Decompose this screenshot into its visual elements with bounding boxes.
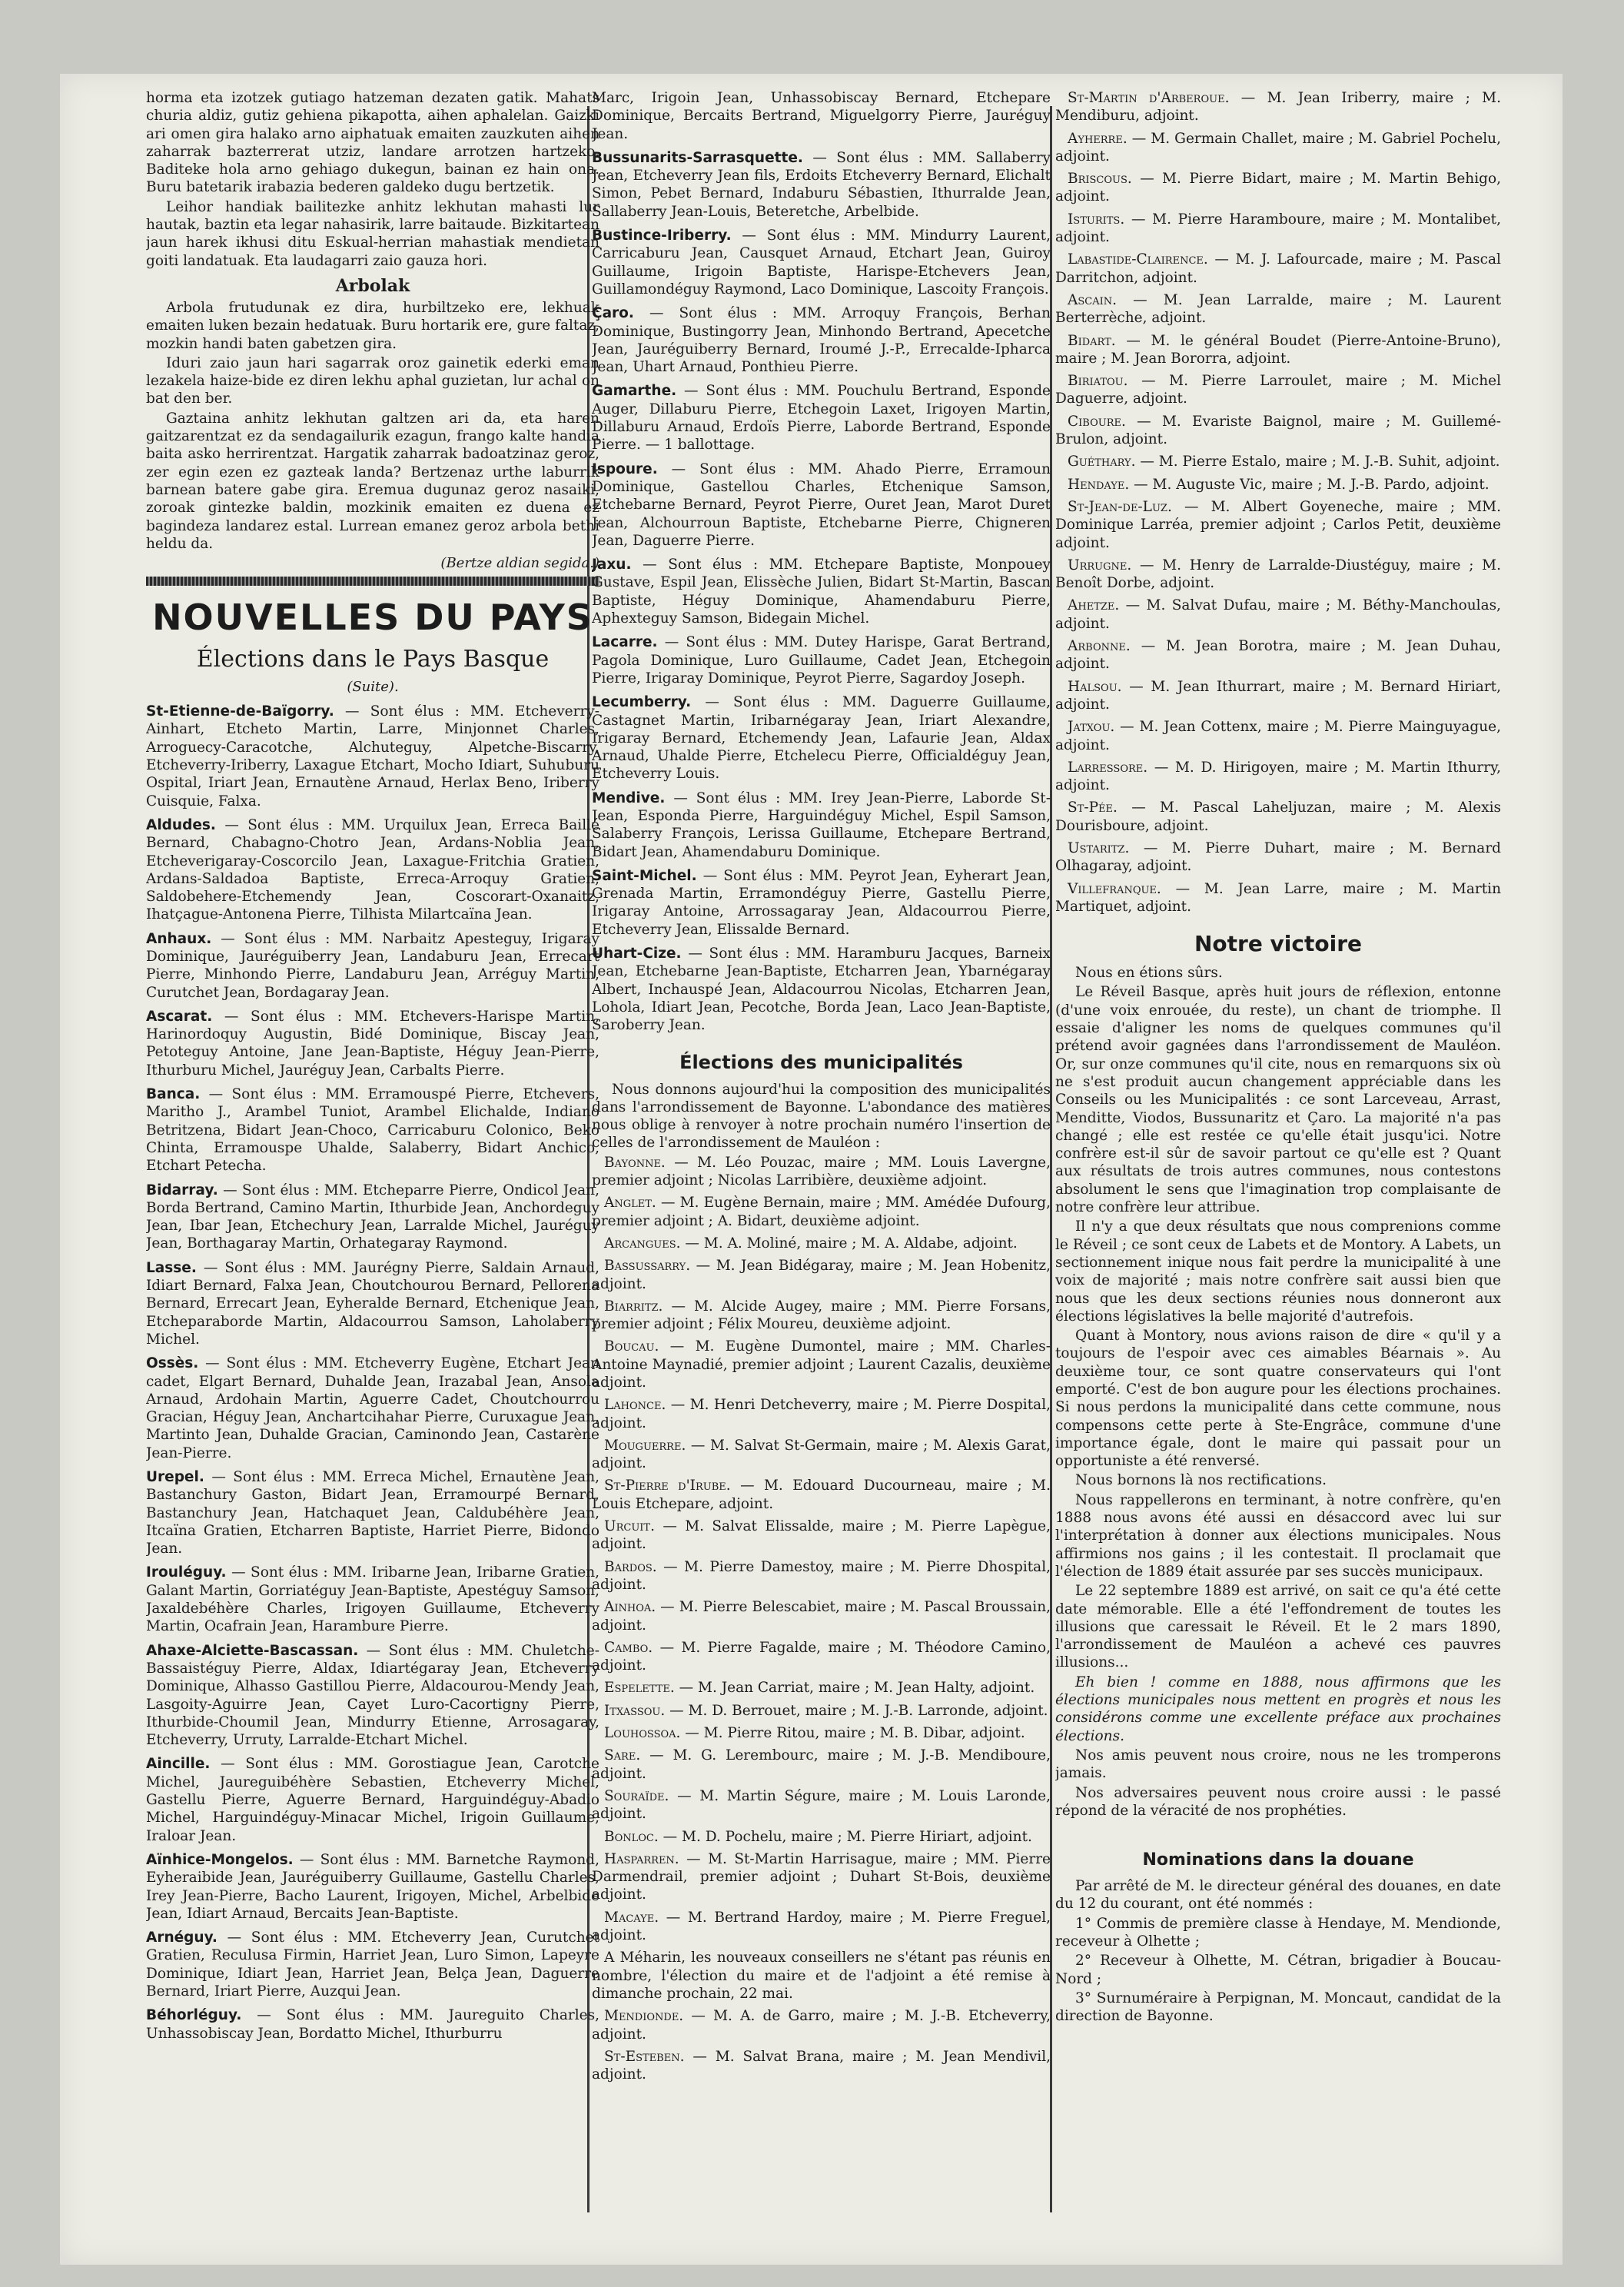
commune-name: Biriatou. (1068, 373, 1128, 390)
entry-text: — Sont élus : MM. Etcheverry Eugène, Etchart Jean cadet, Elgart Bernard, Duhalde Jean, Irazabal Jean, Ansola Arnaud, Ardohain Martin, Aguerre Cadet, Choutchourrou Gracian, Héguy Jean, Anchartcihahar Pierre, Curuxague Jean, Martinto Jean, Duhalde Gracian, Caminondo Jean, Castarène Jean-Pierre. (146, 1355, 599, 1461)
newspaper-page (60, 74, 1563, 2265)
entry-text: — M. Edouard Ducourneau, maire ; M. Louis Etchepare, adjoint. (592, 1478, 1051, 1512)
commune-name: Gamarthe. (592, 383, 677, 400)
election-entry (146, 930, 599, 1002)
paragraph: Eh bien ! comme en 1888, nous affirmons que les élections municipales nous mettent en progrès et nous les considérons comme une excellente préface aux prochaines élections. (1055, 1674, 1501, 1744)
paragraph: Nous en étions sûrs. (1075, 965, 1223, 982)
municipality-entry (592, 1724, 1051, 1742)
commune-name: Uhart-Cize. (592, 946, 682, 962)
commune-name: Lacarre. (592, 634, 658, 651)
municipality-entry (1055, 498, 1501, 552)
commune-name: Arcangues. (604, 1235, 681, 1252)
commune-name: St-Martin d'Arberoue. (1068, 90, 1230, 106)
commune-name: Hasparren. (604, 1850, 679, 1867)
municipality-entry (1055, 476, 1501, 494)
entry-text: — M. Henry de Larralde-Diustéguy, maire ; M. Benoît Dorbe, adjoint. (1055, 557, 1501, 592)
municipality-entry (1055, 372, 1501, 408)
entry-text: — M. Albert Goyeneche, maire ; MM. Dominique Larréa, premier adjoint ; Carlos Petit, deuxième adjoint. (1055, 498, 1501, 551)
municipality-entry (592, 1679, 1051, 1697)
commune-name: Banca. (146, 1086, 201, 1103)
election-entry (146, 816, 599, 924)
entry-text: — Sont élus : MM. Haramburu Jacques, Barneix Jean, Etchebarne Jean-Baptiste, Etcharren Jean, Ybarnégaray Albert, Inchauspé Jean, Aldacourrou Nicolas, Etcharren Jean, Lohola, Idiart Jean, Pecotche, Borda Jean, Laco Jean-Baptiste, Saroberry Jean. (592, 946, 1051, 1034)
entry-text: — M. G. Lerembourc, maire ; M. J.-B. Mendiboure, adjoint. (592, 1747, 1051, 1782)
entry-text: — Sont élus : MM. Arroquy François, Berhan Dominique, Bustingorry Jean, Minhondo Bertrand, Apecetche Jean, Jauréguiberry Bernard, Iroumé J.-P., Errecalde-Ipharca Jean, Uhart Arnaud, Ponthieu Pierre. (592, 305, 1051, 376)
entry-text: — Sont élus : MM. Narbaitz Apesteguy, Irigaray Dominique, Jauréguiberry Jean, Landaburu Jean, Errecart Pierre, Minhondo Pierre, Landaburu Jean, Arréguy Martin, Curutchet Jean, Bordagaray Jean. (146, 930, 599, 1001)
election-entry (146, 1468, 599, 1557)
municipality-entry (1055, 799, 1501, 835)
commune-name: Ustaritz. (1068, 839, 1130, 856)
paragraph: Le Réveil Basque, après huit jours de réflexion, entonne (d'une voix enrouée, du reste), un chant de triomphe. Il essaie d'aligner les noms de quelques communes qu'il prétend avoir gagnées dans l'arrondissement de Mauléon. Or, sur onze communes qu'il cite, nous en remarquons six où ne s'est produit aucun changement appréciable dans les Conseils ou les Municipalités : ce sont Larceveau, Arrast, Menditte, Viodos, Bussunaritz et Çaro. La majorité n'a pas changé ; elle est restée ce qu'elle était jusqu'ici. Notre confrère est-il sûr de savoir partout ce qu'elle est ? Quant aux résultats de trois autres communes, nous contestons absolument le sens que l'imagination trop complaisante de notre confrère leur attribue. (1055, 984, 1501, 1216)
commune-name: Sare. (604, 1747, 641, 1764)
entry-continuation: Marc, Irigoin Jean, Unhassobiscay Bernard, Etchepare Dominique, Bercaits Bertrand, Miguelgorry Pierre, Jauréguy Jean. (592, 90, 1051, 142)
entry-text: — M. Henri Detcheverry, maire ; M. Pierre Dospital, adjoint. (592, 1397, 1051, 1431)
suite-note: (Suite). (347, 679, 399, 696)
entry-text: — Sont élus : MM. Irey Jean-Pierre, Laborde St-Jean, Esponda Pierre, Harguindéguy Michel, Espil Samson, Salaberry François, Lerissa Guillaume, Etchepare Bertrand, Bidart Jean, Ahamendaburu Dominique. (592, 789, 1051, 860)
commune-name: Bonloc. (604, 1828, 659, 1845)
election-entry (146, 1642, 599, 1750)
entry-text: — M. D. Pochelu, maire ; M. Pierre Hiriart, adjoint. (663, 1828, 1032, 1845)
commune-name: Anhaux. (146, 930, 212, 947)
commune-name: Bidart. (1068, 332, 1116, 349)
entry-text: — M. Jean Larralde, maire ; M. Laurent Berterrèche, adjoint. (1055, 291, 1501, 327)
municipality-entry (592, 1949, 1051, 2003)
entry-text: — M. Pierre Bidart, maire ; M. Martin Behigo, adjoint. (1055, 171, 1501, 205)
paragraph: 2° Receveur à Olhette, M. Cétran, brigadier à Boucau-Nord ; (1055, 1953, 1501, 1987)
entry-text: — Sont élus : MM. Chuletche-Bassaistéguy Pierre, Aldax, Idiartégaray Jean, Etcheverry Dominique, Alhasso Gastillou Pierre, Aldacourou-Mendy Jean, Lasgoity-Aguirre Jean, Cayet Luro-Cacortigny Pierre, Ithurbide-Choumil Jean, Mindurry Etienne, Arrosagaray, Etcheverry, Urruty, Larralde-Etchart Michel. (146, 1642, 599, 1749)
municipality-entry (1055, 759, 1501, 795)
election-entry (592, 945, 1051, 1034)
municipality-entry (592, 1235, 1051, 1252)
entry-text: — M. St-Martin Harrisague, maire ; MM. Pierre Darmendrail, premier adjoint ; Duhart St-Bois, deuxième adjoint. (592, 1850, 1051, 1903)
entry-text: — M. Germain Challet, maire ; M. Gabriel Pochelu, adjoint. (1055, 130, 1501, 165)
commune-name: St-Pée. (1068, 799, 1118, 816)
entry-text: — M. Pierre Belescabiet, maire ; M. Pascal Broussain, adjoint. (592, 1599, 1051, 1634)
municipality-entry (592, 1154, 1051, 1190)
municipality-entry (592, 1850, 1051, 1904)
municipality-entry (1055, 597, 1501, 633)
entry-text: — M. Jean Bidégaray, maire ; M. Jean Hobenitz, adjoint. (592, 1258, 1051, 1292)
municipality-entry (1055, 332, 1501, 368)
municipality-entry (592, 1747, 1051, 1783)
entry-text: — Sont élus : MM. Erreca Michel, Ernautène Jean, Bastanchury Gaston, Bidart Jean, Erramourpé Bernard, Bastanchury Jean, Hatchaquet Jean, Caldubéhère Jean, Itcaïna Gratien, Etcharren Baptiste, Harriet Pierre, Bidondo Jean. (146, 1469, 599, 1557)
commune-name: Béhorléguy. (146, 2007, 242, 2024)
nominations-article (1055, 1877, 1501, 2025)
election-entry (592, 693, 1051, 783)
election-entry (146, 1929, 599, 2000)
commune-name: Macaye. (604, 1909, 659, 1926)
column-1 (146, 89, 599, 2049)
municipality-entry (592, 1909, 1051, 1945)
entry-text: — M. Salvat Dufau, maire ; M. Béthy-Manchoulas, adjoint. (1055, 597, 1501, 632)
municipality-entry (1055, 251, 1501, 287)
section-masthead: NOUVELLES DU PAYS (152, 597, 593, 639)
municipality-entry (592, 1338, 1051, 1391)
commune-name: Ciboure. (1068, 413, 1126, 430)
commune-name: Bidarray. (146, 1182, 218, 1198)
commune-name: Mendionde. (604, 2008, 684, 2025)
commune-name: Isturits. (1068, 211, 1125, 228)
entry-text: — M. Auguste Vic, maire ; M. J.-B. Pardo, adjoint. (1134, 476, 1489, 493)
section-heading: Élections des municipalités (679, 1051, 963, 1073)
commune-name: Cambo. (604, 1639, 653, 1656)
commune-name: Çaro. (592, 305, 634, 322)
entry-text: — Sont élus : MM. Sallaberry Jean, Etcheverry Jean fils, Erdoits Etcheverry Bernard, Elichalt Simon, Pebet Bernard, Indaburu Sébastien, Ithurralde Jean, Sallaberry Jean-Louis, Beteretche, Arbelbide. (592, 149, 1051, 220)
commune-name: Aincille. (146, 1756, 211, 1773)
column-3 (1055, 89, 1501, 2027)
paragraph: Iduri zaio jaun hari sagarrak oroz gainetik ederki eman lezakela haize-bide ez diren lekhu aphal guzietan, lur achal on bat den ber. (146, 354, 599, 407)
commune-name: Bassussarry. (604, 1258, 691, 1275)
commune-name: Ascarat. (146, 1008, 213, 1025)
commune-name: Boucau. (604, 1338, 659, 1355)
election-entry (592, 382, 1051, 454)
entry-text: — Sont élus : MM. Jaureguito Charles, Unhassobiscay Jean, Bordatto Michel, Ithurburru (146, 2007, 599, 2042)
paragraph: Quant à Montory, nous avions raison de dire « qu'il y a toujours de l'espoir avec ces aimables Béarnais ». Au deuxième tour, ce sont quatre conservateurs qui l'ont emporté. C'est de bon augure pour les élections prochaines. Si nous perdons la municipalité dans cette commune, nous compensons cette perte à Ste-Engrâce, commune d'une importance égale, dont le maire qui passait pour un opportuniste a été renversé. (1055, 1328, 1501, 1470)
election-entry (592, 227, 1051, 298)
paragraph: Il n'y a que deux résultats que nous comprenions comme le Réveil ; ce sont ceux de Labets et de Montory. A Labets, un sectionnement inique nous fait perdre la municipalité à une voix de majorité ; mais notre confrère sait aussi bien que nous que les deux sections réunies nous donneront aux élections législatives la belle majorité d'autrefois. (1055, 1218, 1501, 1325)
commune-name: Larressore. (1068, 759, 1148, 776)
commune-name: Ainhoa. (604, 1599, 656, 1616)
commune-name: Hendaye. (1068, 476, 1130, 493)
ornamental-rule (146, 577, 599, 586)
column-2 (592, 89, 1051, 2088)
commune-name: Irouléguy. (146, 1564, 227, 1581)
election-entry (146, 1355, 599, 1462)
municipality-entry (1055, 453, 1501, 470)
commune-name: Labastide-Clairence. (1068, 251, 1208, 268)
entry-text: — M. Eugène Bernain, maire ; MM. Amédée Dufourg, premier adjoint ; A. Bidart, deuxième adjoint. (592, 1195, 1051, 1229)
entry-text: — Sont élus : MM. Pouchulu Bertrand, Esponde Auger, Dillaburu Pierre, Etchegoin Laxet, Irigoyen Martin, Dillaburu Arnaud, Erdoïs Pierre, Laborde Bertrand, Esponde Pierre. — 1 ballottage. (592, 383, 1051, 454)
entry-text: — M. D. Berrouet, maire ; M. J.-B. Larronde, adjoint. (669, 1702, 1048, 1719)
paragraph: Gaztaina anhitz lekhutan galtzen ari da, eta haren gaitzarentzat ez da sendagailurik ezagun, frango kalte handia baita asko herrirentzat. Hargatik zaharrak badoatzinaz geroz, zer egin ezen ez gazteak landa? Bertzenaz urthe laburrik barnean batere gabe gira. Eremua dugunaz geroz nasaiki, zoroak gintezke baldin, mozkinik emaiten ez duena ez bagindeza landarez estal. Lurrean emanez geroz arbola bethi heldu da. (146, 410, 599, 552)
entry-text: — M. Jean Borotra, maire ; M. Jean Duhau, adjoint. (1055, 638, 1501, 673)
entry-text: — M. Pierre Duhart, maire ; M. Bernard Olhagaray, adjoint. (1055, 839, 1501, 875)
entry-text: — Sont élus : MM. Ahado Pierre, Erramoun Dominique, Gastellou Charles, Etchenique Samson, Etchebarne Bernard, Peyrot Pierre, Ouret Jean, Marot Duret Jean, Alchourroun Baptiste, Etchebarne Pierre, Chigneren Jean, Daguerre Pierre. (592, 460, 1051, 549)
entry-text: — Sont élus : MM. Etcheverry Jean, Curutchet Gratien, Reculusa Firmin, Harriet Jean, Luro Simon, Lapeyre Dominique, Idiart Jean, Harriet Jean, Belça Jean, Daguerre Bernard, Iriart Pierre, Auzqui Jean. (146, 1930, 599, 2000)
paragraph: Nos adversaires peuvent nous croire aussi : le passé répond de la véracité de nos prophéties. (1055, 1784, 1501, 1819)
entry-text: — Sont élus : MM. Dutey Harispe, Garat Bertrand, Pagola Dominique, Luro Guillaume, Cadet Jean, Etchegoin Pierre, Irigaray Dominique, Peyrot Pierre, Sagardoy Joseph. (592, 634, 1051, 686)
entry-text: — Sont élus : MM. Urquilux Jean, Erreca Baillé Bernard, Chabagno-Chotro Jean, Ardans-Noblia Jean, Etcheverigaray-Coscorcilo Jean, Laxague-Fritchia Gratien, Ardans-Saldadoa Baptiste, Erreca-Arroquy Gratien, Saldobehere-Etchemendy Jean, Coscorart-Oxanaitz, Ihatçague-Antonena Pierre, Tilhista Milartcaïna Jean. (146, 816, 599, 923)
entry-text: — M. A. Moliné, maire ; M. A. Aldabe, adjoint. (685, 1235, 1018, 1252)
election-entry (146, 1008, 599, 1079)
election-entry (146, 1259, 599, 1348)
victory-article (1055, 964, 1501, 1820)
paragraph: Nous bornons là nos rectifications. (1075, 1472, 1327, 1489)
commune-name: Itxassou. (604, 1702, 666, 1719)
entry-text: — M. Alcide Augey, maire ; MM. Pierre Forsans, premier adjoint ; Félix Moureu, deuxième adjoint. (592, 1298, 1051, 1333)
municipality-entry (1055, 130, 1501, 166)
municipality-entry (1055, 413, 1501, 449)
municipality-entry (592, 2007, 1051, 2043)
municipality-entry (1055, 718, 1501, 754)
paragraph: 3° Surnuméraire à Perpignan, M. Moncaut, candidat de la direction de Bayonne. (1055, 1989, 1501, 2025)
entry-text: — Sont élus : MM. Jaurégny Pierre, Saldain Arnaud, Idiart Bernard, Falxa Jean, Choutchourou Bernard, Pellorena Bernard, Errecart Jean, Eyheralde Bernard, Etchenique Jean, Etcheparaborde Martin, Aldacourrou Samson, Laholaberry Michel. (146, 1259, 599, 1348)
entry-text: — M. Salvat Elissalde, maire ; M. Pierre Lapègue, adjoint. (592, 1518, 1051, 1553)
election-entry (592, 789, 1051, 861)
commune-name: St-Etienne-de-Baïgorry. (146, 703, 334, 720)
entry-text: — M. Léo Pouzac, maire ; MM. Louis Lavergne, premier adjoint ; Nicolas Larribière, deuxième adjoint. (592, 1154, 1051, 1189)
subheading: Arbolak (335, 275, 410, 296)
entry-text: — M. Pierre Larroulet, maire ; M. Michel Daguerre, adjoint. (1055, 373, 1501, 407)
commune-name: Urcuit. (604, 1518, 655, 1535)
commune-name: Lahonce. (604, 1397, 666, 1414)
commune-name: Aïnhice-Mongelos. (146, 1851, 294, 1868)
municipality-entry (1055, 291, 1501, 327)
municipality-entry (592, 1558, 1051, 1594)
commune-name: Ahaxe-Alciette-Bascassan. (146, 1642, 359, 1659)
election-entry (592, 867, 1051, 939)
municipality-entry (592, 1702, 1051, 1720)
commune-name: Bayonne. (604, 1154, 666, 1171)
paragraph: 1° Commis de première classe à Hendaye, M. Mendionde, receveur à Olhette ; (1055, 1915, 1501, 1950)
commune-name: Mouguerre. (604, 1437, 686, 1454)
election-entry (146, 1564, 599, 1635)
entry-text: — M. Salvat St-Germain, maire ; M. Alexis Garat, adjoint. (592, 1437, 1051, 1472)
commune-name: St-Esteben. (604, 2048, 685, 2065)
entry-text: — Sont élus : MM. Etcheparre Pierre, Ondicol Jean, Borda Bertrand, Camino Martin, Ithurbide Jean, Anchordeguy Jean, Ibar Jean, Etchechury Jean, Larralde Michel, Jauréguy Jean, Borthagaray Martin, Orhategaray Raymond. (146, 1182, 599, 1252)
commune-name: Aldudes. (146, 816, 216, 833)
entry-text: — M. Eugène Dumontel, maire ; MM. Charles-Antoine Maynadié, premier adjoint ; Laurent Cazalis, deuxième adjoint. (592, 1338, 1051, 1391)
election-entry (592, 556, 1051, 627)
municipality-entry (592, 1298, 1051, 1334)
municipality-entry (592, 1598, 1051, 1634)
commune-name: Bardos. (604, 1558, 657, 1575)
commune-name: Jatxou. (1068, 719, 1115, 736)
municipality-entry (1055, 557, 1501, 593)
entry-text: — M. Pierre Haramboure, maire ; M. Montalibet, adjoint. (1055, 211, 1501, 246)
election-entry (146, 1755, 599, 1844)
entry-text: — M. Pierre Fagalde, maire ; M. Théodore Camino, adjoint. (592, 1639, 1051, 1674)
commune-name: Arnéguy. (146, 1930, 218, 1946)
intro-paragraph: Nous donnons aujourd'hui la composition des municipalités dans l'arrondissement de Bayonne. L'abondance des matières nous oblige à renvoyer à notre prochain numéro l'insertion de celles de l'arrondissement de Mauléon : (592, 1081, 1051, 1152)
municipality-entry (1055, 880, 1501, 916)
paragraph: Le 22 septembre 1889 est arrivé, on sait ce qu'a été cette date mémorable. Elle a été l'effondrement de toutes les illusions que caressait le Réveil. Et le 2 mars 1890, l'arrondissement de Mauléon a achevé ces pauvres illusions... (1055, 1583, 1501, 1671)
commune-name: Urrugne. (1068, 557, 1132, 573)
municipality-entry (592, 1639, 1051, 1675)
entry-text: — Sont élus : MM. Etchepare Baptiste, Monpouey Gustave, Espil Jean, Elissèche Julien, Bidart St-Martin, Bascan Baptiste, Héguy Dominique, Ahamendaburu Pierre, Aphexteguy Samson, Bidegain Michel. (592, 557, 1051, 627)
commune-name: Ossès. (146, 1355, 199, 1372)
paragraph: Arbola frutudunak ez dira, hurbiltzeko ere, lekhuak emaiten luken bezain hedatuak. Buru hortarik ere, gure faltaz, mozkin handi baten gabetzen gira. (146, 299, 599, 352)
entry-text: — Sont élus : MM. Mindurry Laurent, Carricaburu Jean, Causquet Arnaud, Etchart Jean, Guiroy Guillaume, Irigoin Baptiste, Harispe-Etchevers Jean, Guillamondéguy Raymond, Laco Dominique, Lascoity François. (592, 228, 1051, 298)
commune-name: Louhossoa. (604, 1725, 681, 1742)
paragraph: Leihor handiak bailitezke anhitz lekhutan mahasti lur hautak, baztin eta legar nahasirik, larre baitaude. Bizkitartean jaun harek ikhusi ditu Eskual-herrian mahastiak mendietan goiti landatuak. Eta laudagarri zaio gauza hori. (146, 198, 599, 269)
municipality-entry (592, 1828, 1051, 1846)
municipality-entry (592, 2048, 1051, 2084)
municipality-entry (1055, 678, 1501, 714)
entry-text: — Sont élus : MM. Etchevers-Harispe Martin, Harinordoquy Augustin, Bidé Dominique, Biscay Jean, Petoteguy Antoine, Jane Jean-Baptiste, Héguy Jean-Pierre, Ithurburu Michel, Jauréguy Jean, Carbalts Pierre. (146, 1008, 599, 1079)
commune-name: Espelette. (604, 1680, 675, 1697)
election-entry (592, 460, 1051, 550)
municipality-list (592, 1154, 1051, 2084)
election-list (146, 703, 599, 2043)
entry-text: — M. Jean Ithurrart, maire ; M. Bernard Hiriart, adjoint. (1055, 678, 1501, 713)
commune-name: Ispoure. (592, 460, 658, 477)
entry-text: — Sont élus : MM. Gorostiague Jean, Carotche Michel, Jaureguibéhère Sebastien, Etcheverry Michel, Gastellu Pierre, Aguerre Bernard, Harguindéguy-Abadio Michel, Harguindéguy-Minacar Michel, Irigoin Guillaume, Iraloar Jean. (146, 1756, 599, 1844)
election-entry (592, 304, 1051, 376)
article-heading: Élections dans le Pays Basque (196, 646, 550, 673)
entry-text: — M. Bertrand Hardoy, maire ; M. Pierre Freguel, adjoint. (592, 1909, 1051, 1944)
commune-name: Arbonne. (1068, 638, 1131, 655)
entry-text: — M. Pierre Estalo, maire ; M. J.-B. Suhit, adjoint. (1140, 454, 1500, 470)
paragraph: Nous rappellerons en terminant, à notre confrère, qu'en 1888 nous avons été aussi en désaccord avec lui sur l'interprétation à donner aux élections municipales. Nous affirmions nos gains ; il les contestait. Il proclamait que l'élection de 1889 était assurée par ses succès municipaux. (1055, 1491, 1501, 1580)
entry-text: — M. Pierre Ritou, maire ; M. B. Dibar, adjoint. (685, 1725, 1025, 1742)
entry-text: — M. A. de Garro, maire ; M. J.-B. Etcheverry, adjoint. (592, 2008, 1051, 2043)
entry-text: — M. Martin Ségure, maire ; M. Louis Laronde, adjoint. (592, 1787, 1051, 1823)
commune-name: Lecumberry. (592, 694, 692, 711)
commune-name: Anglet. (604, 1195, 656, 1212)
municipality-entry (592, 1396, 1051, 1432)
commune-name: St-Jean-de-Luz. (1068, 498, 1172, 515)
municipality-entry (592, 1257, 1051, 1293)
entry-text: — M. Jean Carriat, maire ; M. Jean Halty, adjoint. (679, 1680, 1035, 1697)
commune-name: Souraïde. (604, 1787, 669, 1804)
article-headline: Notre victoire (1194, 931, 1363, 957)
commune-name: Biarritz. (604, 1298, 663, 1315)
entry-text: — Sont élus : MM. Etcheverry-Ainhart, Etcheto Martin, Larre, Minjonnet Charles, Arroguecy-Caracotche, Alchuteguy, Alpetche-Biscarry, Etcheverry-Iriberry, Laxague Etchart, Mocho Idiart, Suhuburu Ospital, Iriart Jean, Ernautène Arnaud, Herlax Beno, Iriberry Cuisquie, Falxa. (146, 703, 599, 809)
election-entry (592, 633, 1051, 687)
municipality-entry (592, 1437, 1051, 1473)
entry-text: — M. Jean Larre, maire ; M. Martin Martiquet, adjoint. (1055, 880, 1501, 915)
entry-text: — M. Jean Iriberry, maire ; M. Mendiburu, adjoint. (1055, 90, 1501, 125)
commune-name: Ayherre. (1068, 130, 1128, 147)
entry-text: A Méharin, les nouveaux conseillers ne s'étant pas réunis en nombre, l'élection du maire et de l'adjoint a été remise à dimanche prochain, 22 mai. (592, 1950, 1051, 2002)
entry-text: — Sont élus : MM. Peyrot Jean, Eyherart Jean, Grenada Martin, Erramondéguy Pierre, Gastellu Pierre, Irigaray Antoine, Arrossagaray Jean, Aldacourrou Pierre, Etcheverry Jean, Elissalde Bernard. (592, 867, 1051, 938)
commune-name: Saint-Michel. (592, 867, 697, 884)
paragraph: Par arrêté de M. le directeur général des douanes, en date du 12 du courant, ont été nommés : (1055, 1878, 1501, 1913)
municipality-entry (1055, 170, 1501, 206)
commune-name: Ascain. (1068, 291, 1117, 308)
election-list (592, 149, 1051, 1035)
municipality-entry (592, 1517, 1051, 1554)
municipality-entry (592, 1194, 1051, 1230)
election-entry (146, 2006, 599, 2043)
election-entry (592, 149, 1051, 221)
commune-name: Mendive. (592, 789, 666, 806)
municipality-entry (1055, 839, 1501, 876)
commune-name: Guéthary. (1068, 454, 1136, 470)
entry-text: — Sont élus : MM. Erramouspé Pierre, Etchevers, Maritho J., Arambel Tuniot, Arambel Elichalde, Indiano Betritzena, Bidart Jean-Choco, Carricaburu Colonico, Beko Chinta, Erramouspe Uhalde, Salaberry, Bidart Anchico, Etchart Petecha. (146, 1086, 599, 1175)
municipality-entry (592, 1477, 1051, 1513)
paragraph: horma eta izotzek gutiago hatzeman dezaten gatik. Mahats churia aldiz, gutiz gehiena pikapotta, aihen aphalelan. Gaizki ari omen gira halako arno aiphatuak emaiten zauzkuten aihen zaharrak bazterrerat utziz, landare arrotzen hartzeko. Baditeke hola arno gehiago dukegun, bainan ez hain ona. Buru batetarik irabazia bederen galdeko dugu bertzetik. (146, 90, 599, 196)
election-entry (146, 1085, 599, 1175)
entry-text: — M. Jean Cottenx, maire ; M. Pierre Mainguyague, adjoint. (1055, 719, 1501, 753)
commune-name: Halsou. (1068, 678, 1122, 695)
article-headline: Nominations dans la douane (1142, 1850, 1414, 1870)
entry-text: — M. Evariste Baignol, maire ; M. Guillemé-Brulon, adjoint. (1055, 413, 1501, 448)
commune-name: Bustince-Iriberry. (592, 228, 732, 244)
entry-text: — M. Salvat Brana, maire ; M. Jean Mendivil, adjoint. (592, 2048, 1051, 2083)
entry-text: — Sont élus : MM. Daguerre Guillaume, Castagnet Martin, Iribarnégaray Jean, Iriart Alexandre, Irigaray Bernard, Etchemendy Jean, Lafaurie Jean, Aldax Arnaud, Uhalde Pierre, Etchelecu Pierre, Officialdéguy Jean, Etcheverry Louis. (592, 694, 1051, 783)
municipality-entry (592, 1787, 1051, 1823)
entry-text: — M. Pierre Damestoy, maire ; M. Pierre Dhospital, adjoint. (592, 1558, 1051, 1593)
commune-name: St-Pierre d'Irube. (604, 1478, 731, 1494)
election-entry (146, 1182, 599, 1253)
entry-text: — M. le général Boudet (Pierre-Antoine-Bruno), maire ; M. Jean Bororra, adjoint. (1055, 332, 1501, 367)
election-entry (146, 1851, 599, 1923)
entry-text: — M. Pascal Laheljuzan, maire ; M. Alexis Dourisboure, adjoint. (1055, 799, 1501, 834)
commune-name: Villefranque. (1068, 880, 1161, 897)
municipality-entry (1055, 637, 1501, 673)
entry-text: — Sont élus : MM. Barnetche Raymond, Eyheraibide Jean, Jauréguiberry Guillaume, Gastellu Charles, Irey Jean-Pierre, Bacho Laurent, Irigoyen, Michel, Arbelbide Jean, Idiart Arnaud, Bercaits Jean-Baptiste. (146, 1851, 599, 1922)
commune-name: Briscous. (1068, 171, 1132, 188)
commune-name: Bussunarits-Sarrasquette. (592, 149, 803, 166)
entry-text: — Sont élus : MM. Iribarne Jean, Iribarne Gratien, Galant Martin, Gorriatéguy Jean-Baptiste, Apestéguy Samson, Jaxaldebéhère Charles, Irigoyen Guillaume, Etcheverry Martin, Ocafrain Jean, Harambure Pierre. (146, 1564, 599, 1635)
entry-text: — M. J. Lafourcade, maire ; M. Pascal Darritchon, adjoint. (1055, 251, 1501, 286)
entry-text: — M. D. Hirigoyen, maire ; M. Martin Ithurry, adjoint. (1055, 759, 1501, 794)
commune-name: Lasse. (146, 1259, 197, 1276)
municipality-entry (1055, 211, 1501, 247)
commune-name: Jaxu. (592, 557, 632, 573)
paragraph: Nos amis peuvent nous croire, nous ne les tromperons jamais. (1055, 1747, 1501, 1782)
municipality-entry (1055, 89, 1501, 125)
commune-name: Urepel. (146, 1469, 204, 1485)
municipality-list (1055, 89, 1501, 916)
election-entry (146, 703, 599, 810)
commune-name: Ahetze. (1068, 597, 1120, 614)
continuation-note: (Bertze aldian segida.) (440, 555, 599, 572)
